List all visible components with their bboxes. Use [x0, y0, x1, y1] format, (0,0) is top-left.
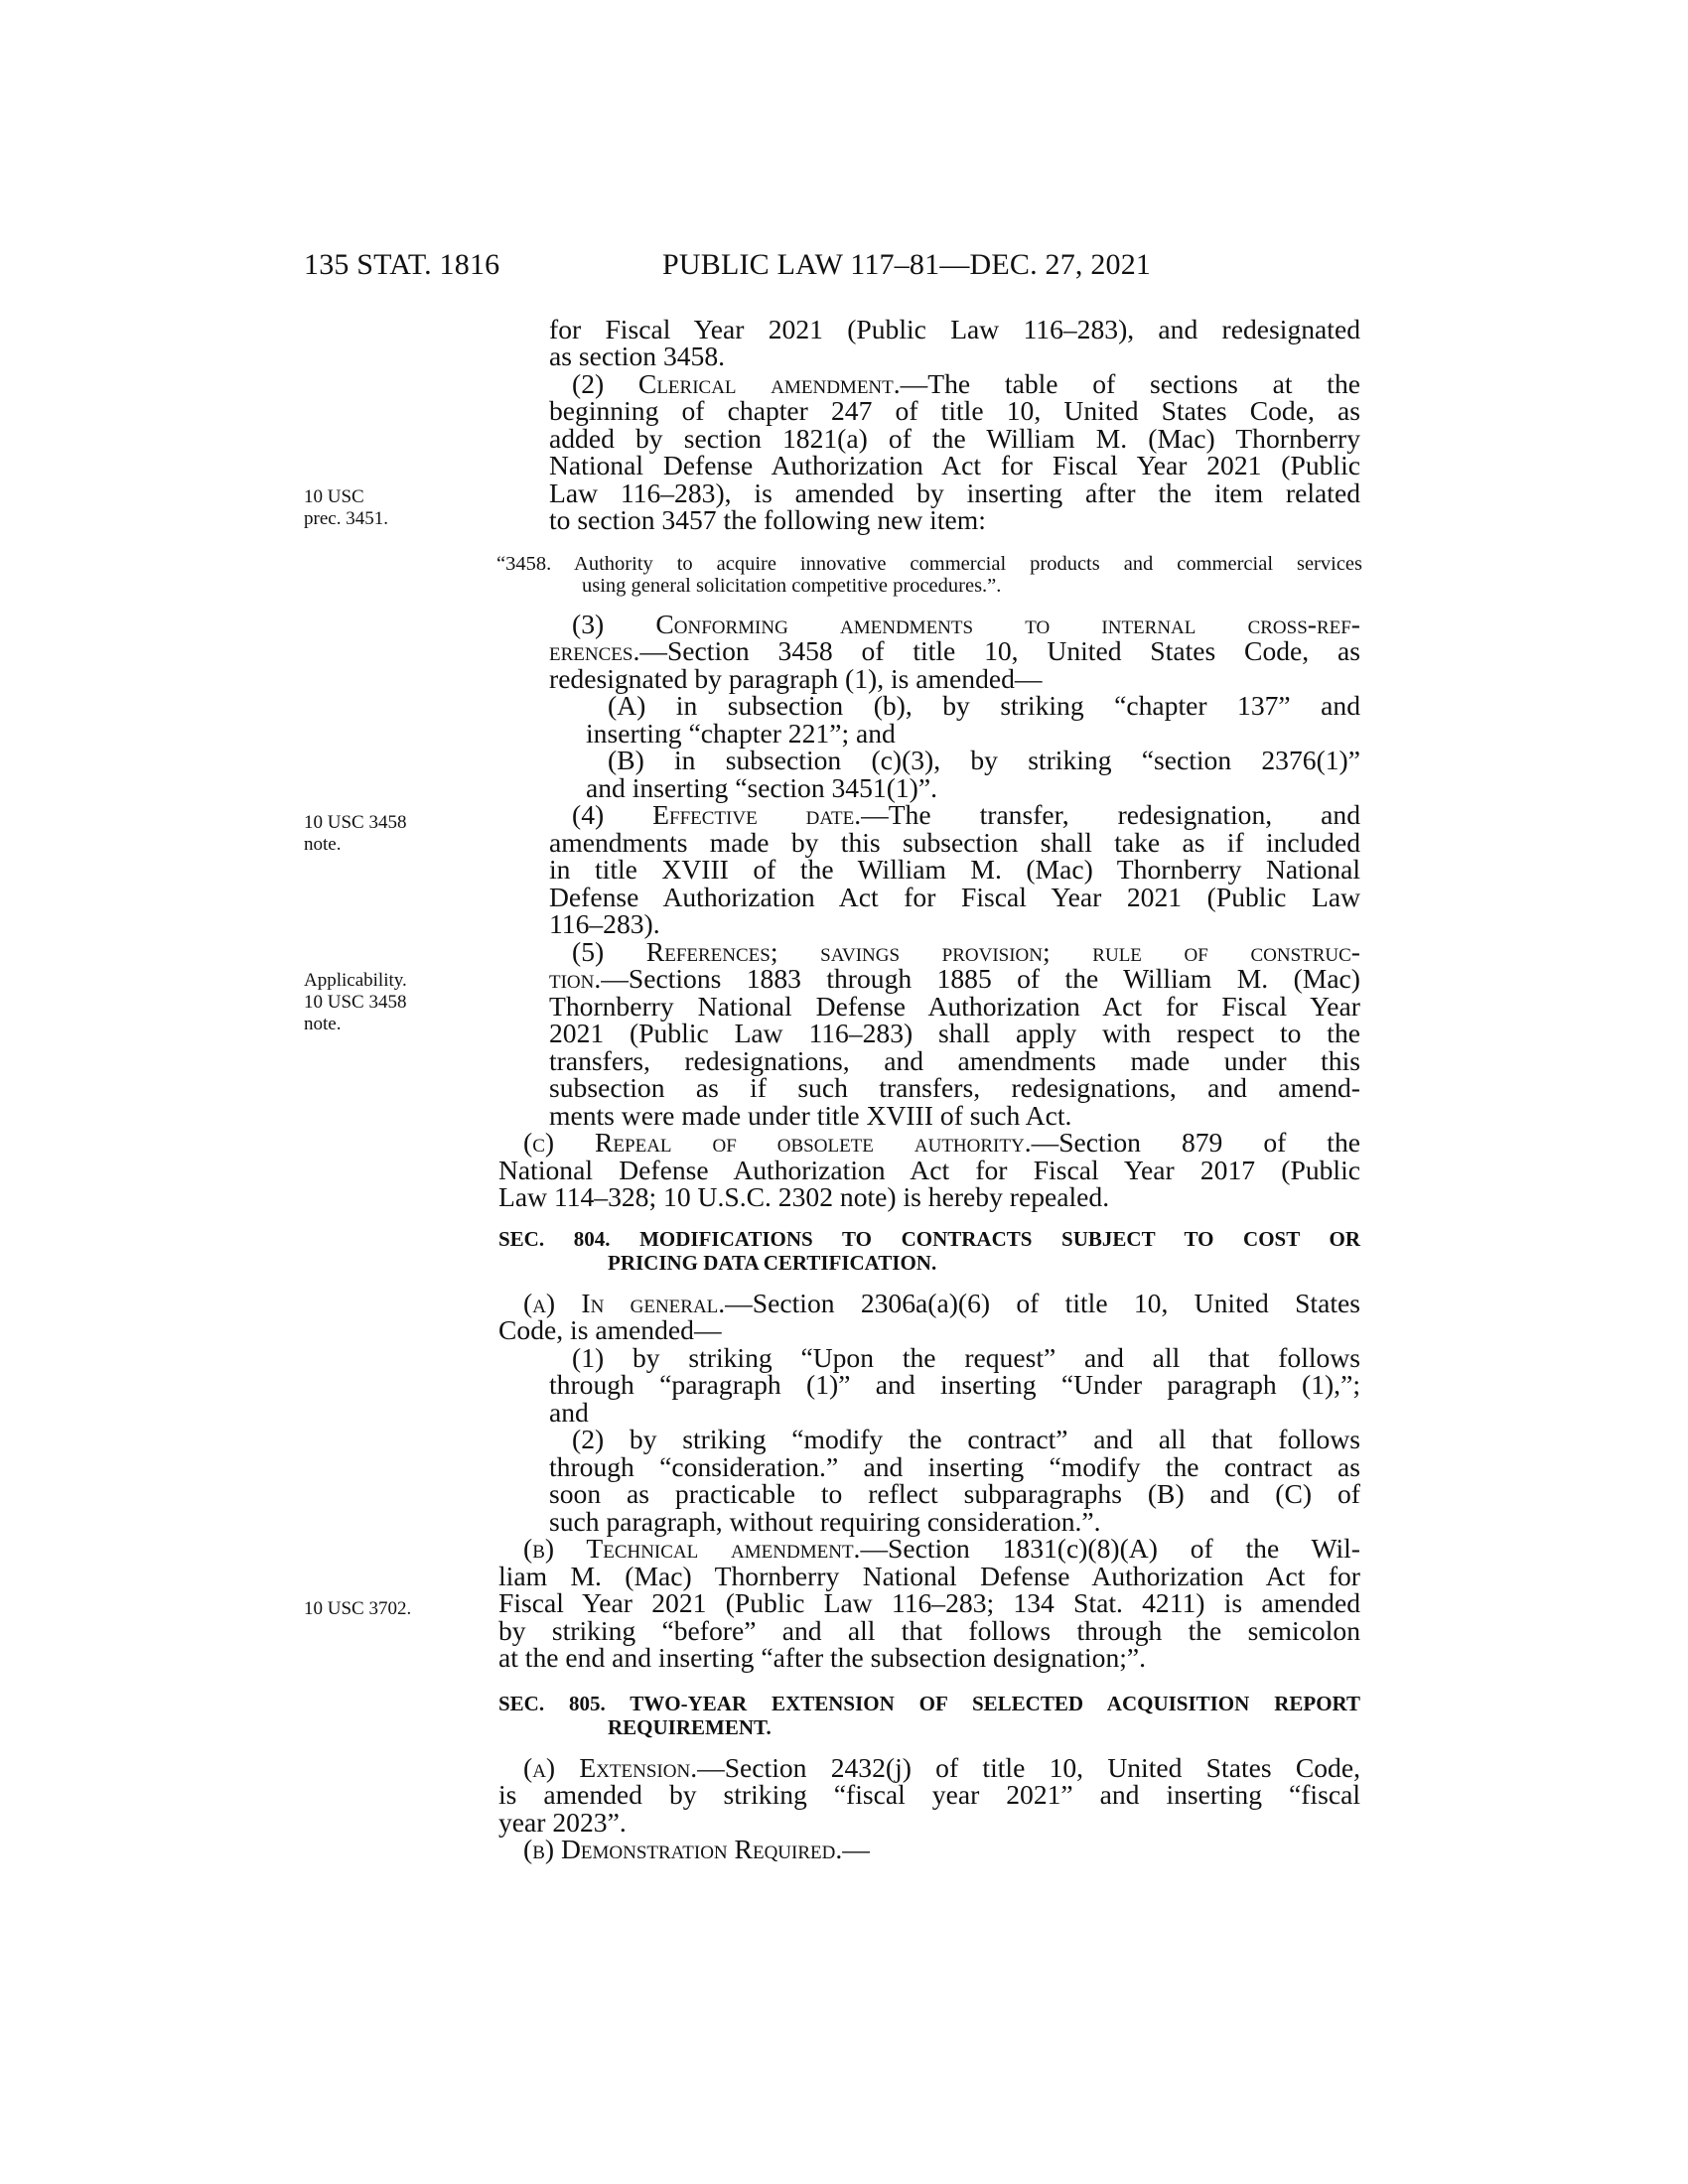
text-line: and: [549, 1397, 589, 1428]
text-line: (b) Technical amendment.—Section 1831(c)(8)(A) of the Wil-: [523, 1533, 1360, 1564]
text-line: (3) Conforming amendments to internal cross-ref-: [572, 609, 1360, 639]
text-line: soon as practicable to reflect subparagraphs (B) and (C) of: [549, 1478, 1360, 1509]
text-line: Law 114–328; 10 U.S.C. 2302 note) is hereby repealed.: [498, 1181, 1110, 1212]
text-line: such paragraph, without requiring consideration.”.: [549, 1506, 1101, 1537]
text-line: (B) in subsection (c)(3), by striking “section 2376(1)”: [608, 745, 1360, 775]
running-head-stat: 135 STAT. 1816: [304, 248, 500, 281]
text-line: ments were made under title XVIII of such Act.: [549, 1100, 1072, 1131]
text-line: liam M. (Mac) Thornberry National Defense Authorization Act for: [498, 1561, 1360, 1591]
text-line: (5) References; savings provision; rule of construc-: [572, 936, 1360, 967]
text-line: amendments made by this subsection shall take as if included: [549, 827, 1360, 858]
text-line: (2) Clerical amendment.—The table of sections at the: [572, 368, 1360, 399]
text-line: through “consideration.” and inserting “modify the contract as: [549, 1451, 1360, 1482]
table-item-line: using general solicitation competitive procedures.”.: [582, 575, 1002, 597]
section-heading-805-cont: REQUIREMENT.: [608, 1715, 772, 1739]
text-line: for Fiscal Year 2021 (Public Law 116–283), and redesignated: [549, 314, 1360, 344]
section-heading-804-cont: PRICING DATA CERTIFICATION.: [608, 1251, 937, 1275]
section-heading-805: SEC. 805. TWO-YEAR EXTENSION OF SELECTED ACQUISITION REPORT: [498, 1692, 1360, 1715]
text-line: year 2023”.: [498, 1807, 627, 1838]
margin-note-3: Applicability. 10 USC 3458 note.: [304, 970, 407, 1034]
text-line: subsection as if such transfers, redesignations, and amend-: [549, 1072, 1360, 1103]
text-line: transfers, redesignations, and amendments made under this: [549, 1045, 1360, 1076]
text-line: added by section 1821(a) of the William M. (Mac) Thornberry: [549, 423, 1360, 454]
text-line: as section 3458.: [549, 341, 726, 371]
text-line: and inserting “section 3451(1)”.: [586, 772, 938, 803]
text-line: (1) by striking “Upon the request” and all that follows: [572, 1342, 1360, 1373]
text-line: to section 3457 the following new item:: [549, 504, 986, 535]
running-head-title: PUBLIC LAW 117–81—DEC. 27, 2021: [662, 248, 1152, 281]
text-line: (A) in subsection (b), by striking “chapter 137” and: [608, 690, 1360, 721]
text-line: Fiscal Year 2021 (Public Law 116–283; 134 Stat. 4211) is amended: [498, 1587, 1360, 1618]
text-line: Code, is amended—: [498, 1314, 722, 1345]
text-line: (2) by striking “modify the contract” and all that follows: [572, 1424, 1360, 1454]
margin-note-2: 10 USC 3458 note.: [304, 812, 407, 855]
text-line: by striking “before” and all that follows through the semicolon: [498, 1615, 1360, 1646]
text-line: Law 116–283), is amended by inserting after the item related: [549, 478, 1360, 508]
text-line: at the end and inserting “after the subsection designation;”.: [498, 1642, 1147, 1673]
text-line: erences.—Section 3458 of title 10, United States Code, as: [549, 635, 1360, 666]
text-line: inserting “chapter 221”; and: [586, 718, 896, 749]
text-line: (c) Repeal of obsolete authority.—Section 879 of the: [523, 1127, 1361, 1158]
text-line: (a) In general.—Section 2306a(a)(6) of title 10, United States: [523, 1288, 1360, 1318]
text-line: Defense Authorization Act for Fiscal Year 2021 (Public Law: [549, 882, 1360, 912]
margin-note-4: 10 USC 3702.: [304, 1598, 412, 1619]
text-line: National Defense Authorization Act for Fiscal Year 2017 (Public: [498, 1155, 1360, 1185]
table-item-line: “3458. Authority to acquire innovative commercial products and commercial services: [496, 553, 1362, 575]
text-line: National Defense Authorization Act for Fiscal Year 2021 (Public: [549, 450, 1360, 480]
text-line: (4) Effective date.—The transfer, redesignation, and: [572, 799, 1360, 830]
text-line: is amended by striking “fiscal year 2021” and inserting “fiscal: [498, 1779, 1360, 1810]
text-line: (b) Demonstration Required.—: [523, 1834, 870, 1864]
text-line: redesignated by paragraph (1), is amended—: [549, 663, 1043, 694]
text-line: 116–283).: [549, 908, 660, 939]
text-line: beginning of chapter 247 of title 10, United States Code, as: [549, 395, 1360, 426]
text-line: (a) Extension.—Section 2432(j) of title 10, United States Code,: [523, 1752, 1360, 1783]
text-line: in title XVIII of the William M. (Mac) Thornberry National: [549, 854, 1360, 885]
text-line: tion.—Sections 1883 through 1885 of the William M. (Mac): [549, 963, 1360, 994]
text-line: Thornberry National Defense Authorization Act for Fiscal Year: [549, 991, 1360, 1022]
section-heading-804: SEC. 804. MODIFICATIONS TO CONTRACTS SUBJECT TO COST OR: [498, 1227, 1360, 1251]
text-line: 2021 (Public Law 116–283) shall apply with respect to the: [549, 1018, 1360, 1048]
margin-note-1: 10 USC prec. 3451.: [304, 486, 388, 529]
text-line: through “paragraph (1)” and inserting “Under paragraph (1),”;: [549, 1369, 1360, 1400]
